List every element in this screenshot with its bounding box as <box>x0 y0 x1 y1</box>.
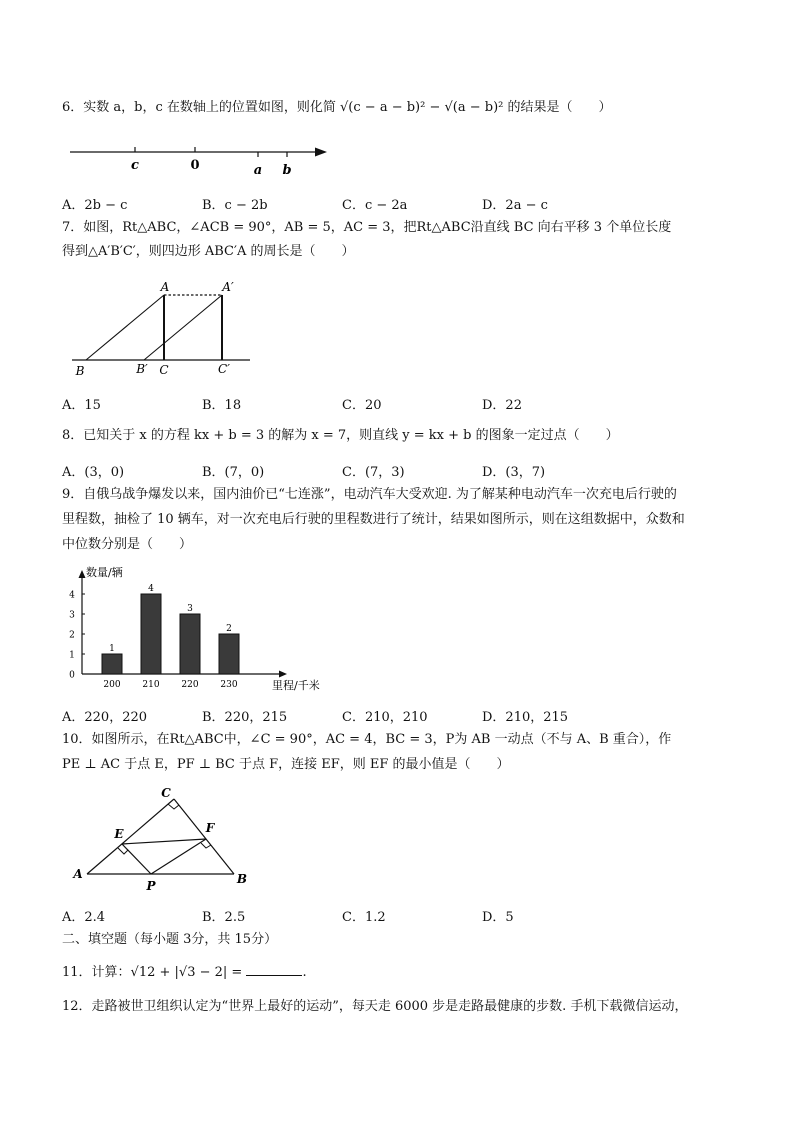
bar-data-label: 1 <box>109 644 115 654</box>
q7-option-c[interactable]: C．20 <box>342 398 382 413</box>
label-a: a <box>253 163 263 178</box>
label-b: b <box>282 163 292 178</box>
section-title: 二、填空题（每小题 3分，共 15分） <box>62 932 278 947</box>
q6-option-a[interactable]: A．2b − c <box>62 198 128 213</box>
number-line-figure <box>62 138 332 180</box>
label-A: A <box>73 867 83 881</box>
q9-option-a[interactable]: A．220，220 <box>62 710 148 725</box>
q6-option-d[interactable]: D．2a − c <box>482 198 548 213</box>
q10-option-d[interactable]: D．5 <box>482 910 514 925</box>
q9-options <box>62 706 762 724</box>
label-C: C <box>161 786 171 800</box>
y-axis-title: 数量/辆 <box>86 566 123 579</box>
q10-option-a[interactable]: A．2.4 <box>62 910 106 925</box>
x-tick-label: 210 <box>142 680 160 690</box>
label-zero: 0 <box>190 158 200 173</box>
q10-option-c[interactable]: C．1.2 <box>342 910 386 925</box>
y-axis-arrow-icon <box>79 570 86 578</box>
q11-suffix: . <box>302 965 307 980</box>
y-tick-label: 4 <box>69 590 75 601</box>
y-tick-label: 1 <box>69 650 75 661</box>
q8-option-d[interactable]: D．(3，7) <box>482 465 546 480</box>
bar-200 <box>102 654 122 674</box>
bar-data-label: 3 <box>187 604 193 614</box>
bar-210 <box>141 594 161 674</box>
mileage-bar-chart <box>62 562 320 694</box>
x-tick-label: 200 <box>103 680 121 690</box>
q7-option-d[interactable]: D．22 <box>482 398 522 413</box>
q8-option-a[interactable]: A．(3，0) <box>62 465 125 480</box>
q8-options <box>62 461 762 479</box>
label-C-prime: C′ <box>218 362 230 376</box>
bar-220 <box>180 614 200 674</box>
q10-options <box>62 906 762 924</box>
q8-text: 8．已知关于 x 的方程 kx + b = 3 的解为 x = 7，则直线 y = kx + b 的图象一定过点（ ） <box>62 428 619 443</box>
q9-option-d[interactable]: D．210，215 <box>482 710 569 725</box>
q6-option-b[interactable]: B．c − 2b <box>202 198 268 213</box>
q7-options <box>62 394 762 412</box>
q8-option-c[interactable]: C．(7，3) <box>342 465 405 480</box>
y-tick-label: 3 <box>69 610 75 621</box>
q6-options <box>62 194 762 212</box>
q9-text-line2: 里程数，抽检了 10 辆车，对一次充电后行驶的里程数进行了统计，结果如图所示，则在这组数据中，众数和 <box>62 512 685 527</box>
y-tick-label: 2 <box>69 630 75 641</box>
q7-option-a[interactable]: A．15 <box>62 398 101 413</box>
label-F: F <box>205 821 215 835</box>
translation-figure <box>62 276 262 380</box>
q11-prefix: 11．计算：√12 + |√3 − 2| = <box>62 965 243 980</box>
label-B-prime: B′ <box>136 362 148 376</box>
x-tick-label: 230 <box>220 680 238 690</box>
q6-option-c[interactable]: C．c − 2a <box>342 198 408 213</box>
q7-option-b[interactable]: B．18 <box>202 398 242 413</box>
bar-data-label: 2 <box>226 624 232 634</box>
q7-text-line1: 7．如图，Rt△ABC，∠ACB = 90°，AB = 5，AC = 3，把Rt△ABC沿直线 BC 向右平移 3 个单位长度 <box>62 220 672 235</box>
q9-text-line3: 中位数分别是（ ） <box>62 537 193 552</box>
bar-230 <box>219 634 239 674</box>
q6-text: 6．实数 a，b，c 在数轴上的位置如图，则化简 √(c − a − b)² − √(a − b)² 的结果是（ ） <box>62 100 612 115</box>
q9-text-line1: 9．自俄乌战争爆发以来，国内油价已“七连涨”，电动汽车大受欢迎. 为了解某种电动汽车一次充电后行驶的 <box>62 487 677 502</box>
label-A-prime: A′ <box>222 280 234 294</box>
q10-option-b[interactable]: B．2.5 <box>202 910 246 925</box>
right-triangle-figure <box>62 782 262 894</box>
x-axis-arrow-icon <box>279 671 287 678</box>
q10-text-line1: 10．如图所示，在Rt△ABC中，∠C = 90°，AC = 4，BC = 3，P为 AB 一动点（不与 A、B 重合），作 <box>62 732 672 747</box>
q8-option-b[interactable]: B．(7，0) <box>202 465 265 480</box>
label-A: A <box>160 280 170 294</box>
label-P: P <box>146 879 156 893</box>
q11-answer-blank[interactable] <box>246 963 302 976</box>
q9-option-c[interactable]: C．210，210 <box>342 710 428 725</box>
y-tick-label: 0 <box>69 670 75 681</box>
label-B: B <box>236 872 248 886</box>
label-C: C <box>159 363 169 377</box>
q12-text: 12．走路被世卫组织认定为“世界上最好的运动”，每天走 6000 步是走路最健康的步数. 手机下载微信运动， <box>62 999 688 1014</box>
label-E: E <box>114 827 124 841</box>
x-tick-label: 220 <box>181 680 199 690</box>
q9-option-b[interactable]: B．220，215 <box>202 710 288 725</box>
q11-text <box>62 963 307 982</box>
q7-text-line2: 得到△A′B′C′，则四边形 ABC′A 的周长是（ ） <box>62 244 355 259</box>
arrow-head-icon <box>315 148 327 157</box>
bar-data-label: 4 <box>148 584 154 594</box>
label-c: c <box>131 158 139 173</box>
x-axis-title: 里程/千米 <box>272 679 320 692</box>
q10-text-line2: PE ⊥ AC 于点 E，PF ⊥ BC 于点 F，连接 EF，则 EF 的最小值是（ ） <box>62 757 510 772</box>
label-B: B <box>75 364 85 378</box>
